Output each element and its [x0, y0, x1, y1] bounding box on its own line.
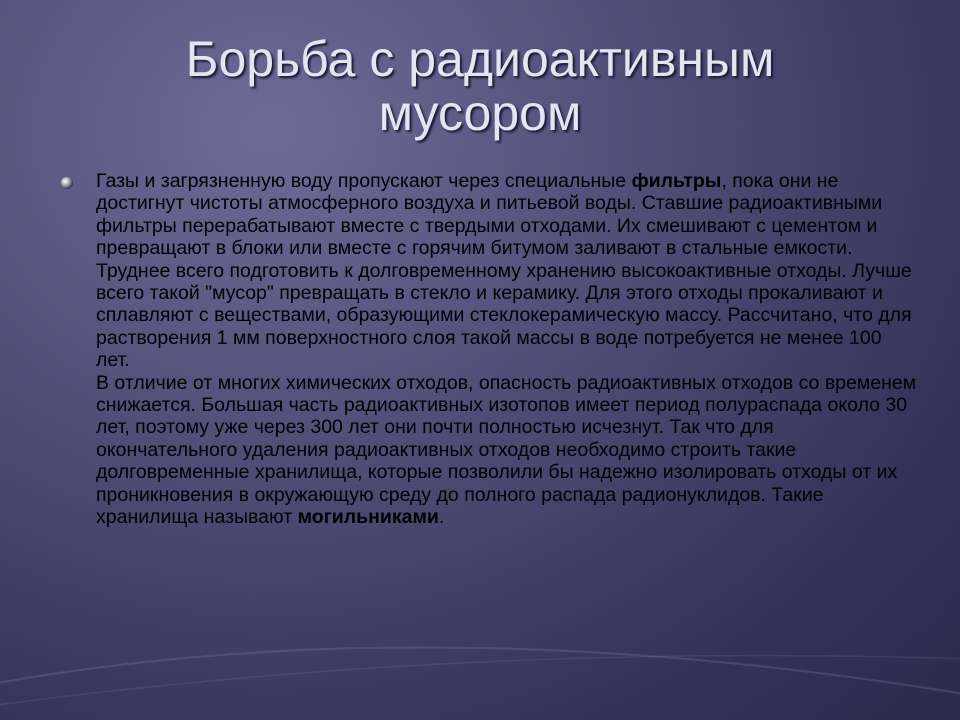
paragraph-1: [96, 170, 920, 372]
slide-title: [60, 32, 900, 140]
paragraph-2-text-before: В отличие от многих химических отходов, опасность радиоактивных отходов со временем снижается. Большая часть радиоактивных изотопов имеет период полураспада около 30 лет, поэтому уже через 300 лет они почти полностью исчезнут. Так что для окончательного удаления радиоактивных отходов необходимо строить такие долговременные хранилища, которые позволили бы надежно изолировать отходы от их проникновения в окружающую среду до полного распада радионуклидов. Такие хранилища называют: [96, 371, 917, 529]
paragraph-2: [96, 372, 920, 529]
slide-title-line-1: Борьба с радиоактивным: [185, 31, 775, 87]
paragraph-1-text-before: Газы и загрязненную воду пропускают через специальные: [96, 170, 632, 192]
sphere-bullet-icon: [60, 176, 74, 190]
body-text: [96, 170, 920, 529]
paragraph-2-text-after: .: [438, 506, 445, 529]
paragraph-1-bold-term: фильтры: [631, 170, 722, 192]
slide-title-line-2: мусором: [378, 85, 582, 141]
decor-arc-2: [0, 656, 960, 710]
paragraph-1-text-after: , пока они не достигнут чистоты атмосферного воздуха и питьевой воды. Ставшие радиоактивными фильтры перерабатывают вместе с твердыми отходами. Их смешивают с цементом и превращают в блоки или вместе с горячим битумом заливают в стальные емкости. Труднее всего подготовить к долговременному хранению высокоактивные отходы. Лучше всего такой "мусор" превращать в стекло и керамику. Для этого отходы прокаливают и сплавляют с веществами, образующими стеклокерамическую массу. Рассчитано, что для растворения 1 мм поверхностного слоя такой массы в воде потребуется не менее 100 лет.: [96, 170, 912, 372]
paragraph-2-bold-term: могильниками: [297, 506, 439, 529]
